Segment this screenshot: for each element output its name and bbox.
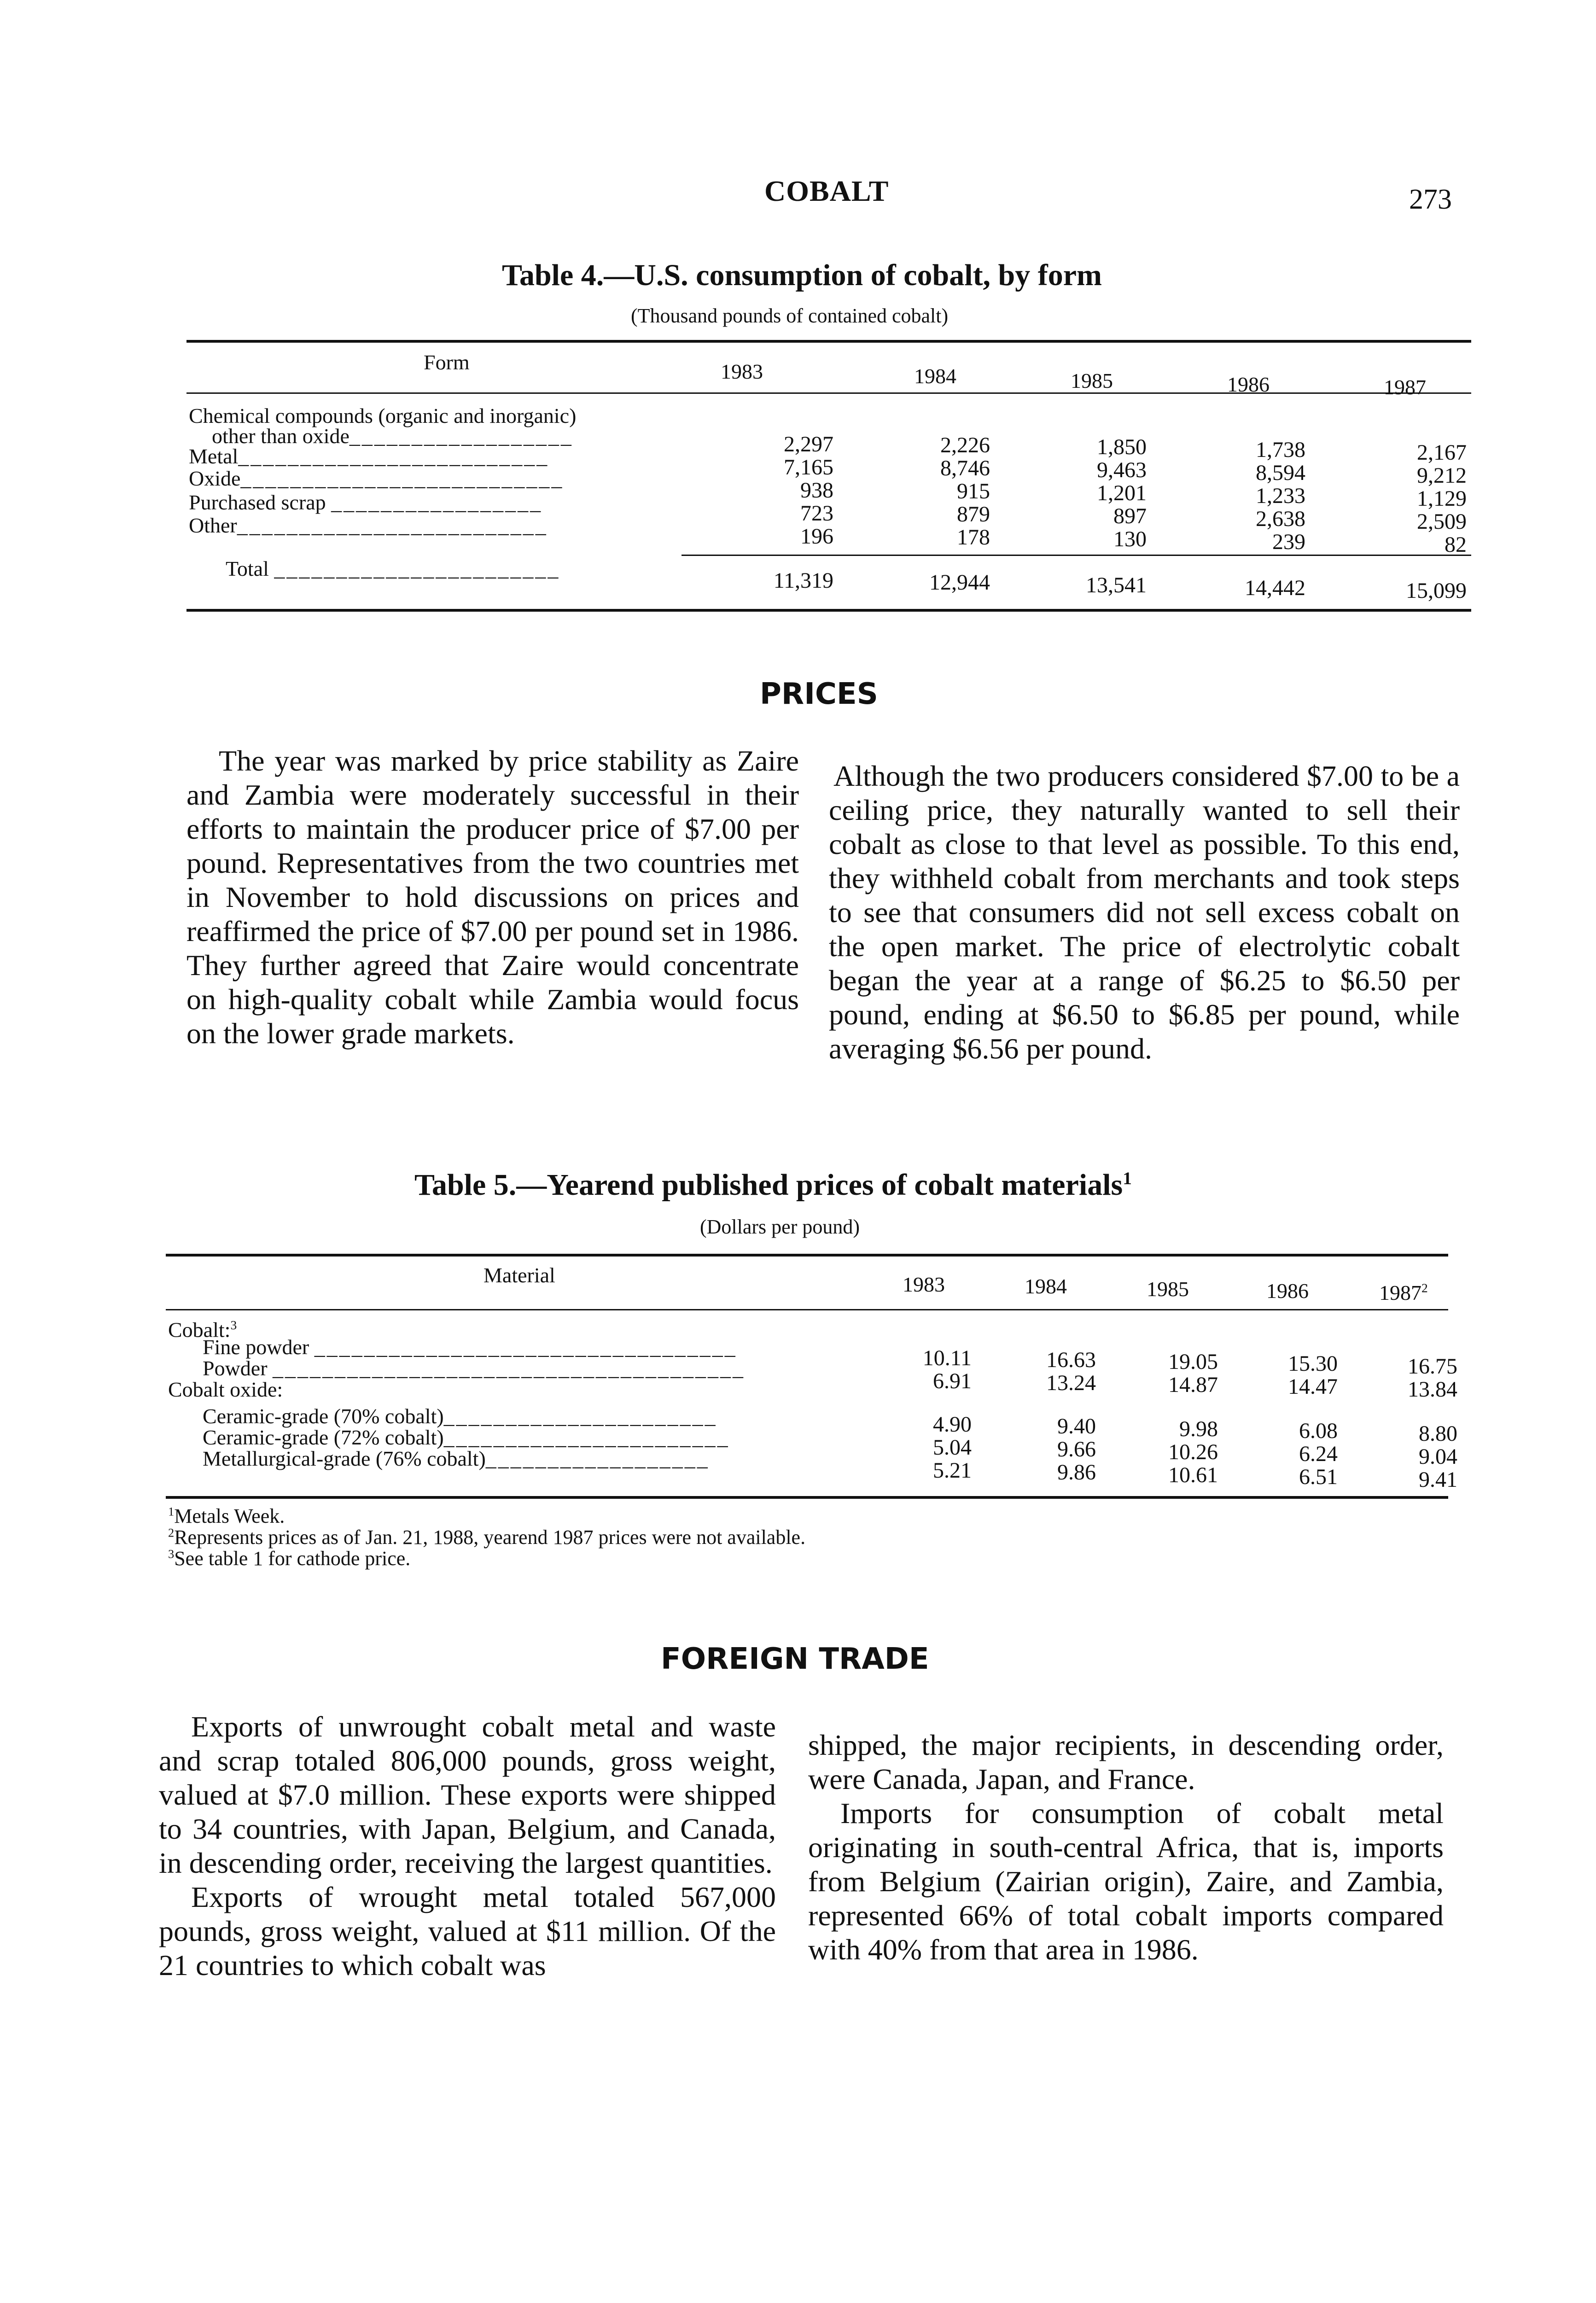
table4-total-cell: 13,541 — [1086, 573, 1147, 597]
table4-cell: 938 — [800, 478, 833, 503]
prices-paragraph-right: Although the two producers considered $7.00 to be a ceiling price, they naturally wanted to sell their cobalt as close to that level as possible. To this end, they withheld cobalt from merchants and took steps to see that consumers did not sell excess cobalt on the open market. The price of electrolytic cobalt began the year at a range of $6.25 to $6.50 per pound, ending at $6.50 to $6.85 per pound, while averaging $6.56 per pound. — [829, 760, 1460, 1065]
table4-year-header: 1987 — [1384, 375, 1426, 399]
table4-column-1987 — [1347, 441, 1467, 556]
table5-cell: 10.61 — [1168, 1463, 1218, 1487]
table4-cell: 2,167 — [1417, 440, 1467, 465]
table5-cell: 6.91 — [933, 1369, 972, 1393]
table4-cell: 1,201 — [1097, 481, 1147, 505]
table5-cell: 14.87 — [1168, 1373, 1218, 1397]
table5-cell: 6.08 — [1299, 1419, 1338, 1443]
table5-subtitle: (Dollars per pound) — [700, 1216, 860, 1238]
table4-cell: 196 — [800, 524, 833, 549]
table5-row-label: Ceramic-grade (72% cobalt)_______________________ — [203, 1426, 730, 1449]
table4-subtitle: (Thousand pounds of contained cobalt) — [631, 304, 949, 327]
table5-year-header: 1985 — [1147, 1277, 1189, 1301]
table4-cell: 2,226 — [940, 433, 990, 457]
table4-row-label: other than oxide__________________ — [212, 424, 573, 448]
table4-column-1983 — [714, 433, 833, 548]
table5-cell: 13.84 — [1408, 1377, 1457, 1402]
table4-total-cell: 11,319 — [773, 568, 833, 593]
table4-row-label: Other_________________________ — [189, 514, 548, 537]
table5-column-1983-oxide — [852, 1413, 972, 1482]
table4-cell: 239 — [1272, 530, 1305, 554]
page-number: 273 — [1409, 184, 1452, 215]
table5-row-label: Ceramic-grade (70% cobalt)______________________ — [203, 1404, 717, 1428]
table5-row-label: Metallurgical-grade (76% cobalt)__________________ — [203, 1447, 710, 1470]
foreign-trade-right-column — [808, 1728, 1444, 1967]
table5-top-rule — [166, 1254, 1448, 1257]
foreign-trade-paragraph: Exports of unwrought cobalt metal and waste and scrap totaled 806,000 pounds, gross weight, valued at $7.0 million. These exports were shipped to 34 countries, with Japan, Belgium, and Canada, in descending order, receiving the largest quantities. — [159, 1710, 776, 1879]
table4-row-label: Metal_________________________ — [189, 444, 549, 468]
table5-cell: 9.86 — [1057, 1460, 1096, 1485]
table5-cell: 5.04 — [933, 1435, 972, 1460]
table5-cell: 16.63 — [1046, 1348, 1096, 1372]
table4-cell: 178 — [957, 525, 990, 549]
table4-row-label: Purchased scrap _________________ — [189, 491, 543, 514]
table5-column-1985-oxide — [1098, 1418, 1218, 1487]
table5-column-1984-oxide — [976, 1415, 1096, 1484]
foreign-trade-left-column — [159, 1710, 776, 1982]
table4-year-header: 1986 — [1227, 373, 1270, 396]
table5-column-1986-oxide — [1218, 1420, 1338, 1489]
table4-cell: 879 — [957, 502, 990, 526]
table4-bottom-rule — [186, 609, 1471, 612]
foreign-trade-paragraph: Imports for consumption of cobalt metal originating in south-central Africa, that is, imports from Belgium (Zairian origin), Zaire, and Zambia, represented 66% of total cobalt imports compared with 40% from that area in 1986. — [808, 1797, 1444, 1966]
table4-cell: 8,746 — [940, 456, 990, 480]
table5-header-rule — [166, 1309, 1448, 1310]
table5-cell: 9.41 — [1419, 1467, 1457, 1492]
table5-footnote: $^1$Metals Week. — [168, 1504, 285, 1527]
table5-cell: 19.05 — [1168, 1350, 1218, 1374]
table5-column-1984-cobalt — [976, 1349, 1096, 1395]
foreign-trade-heading: FOREIGN TRADE — [661, 1642, 929, 1676]
table4-cell: 130 — [1113, 527, 1147, 551]
table5-cell: 9.98 — [1179, 1417, 1218, 1441]
table5-year-header: 1986 — [1266, 1279, 1309, 1303]
table5-column-1983-cobalt — [852, 1347, 972, 1393]
table4-top-rule — [186, 340, 1471, 343]
table5-group-label: Cobalt:$^3$ — [168, 1318, 237, 1342]
table4-cell: 2,638 — [1256, 507, 1305, 531]
table4-row-label: Chemical compounds (organic and inorganic) — [189, 404, 577, 427]
foreign-trade-paragraph: shipped, the major recipients, in descending order, were Canada, Japan, and France. — [808, 1729, 1444, 1795]
table4-cell: 9,212 — [1417, 463, 1467, 488]
table5-column-1986-cobalt — [1218, 1352, 1338, 1398]
table4-cell: 9,463 — [1097, 458, 1147, 482]
table5-cell: 9.04 — [1419, 1444, 1457, 1469]
table4-cell: 2,297 — [784, 432, 833, 456]
table4-total-label: Total _______________________ — [226, 557, 560, 580]
table4-column-1984 — [870, 434, 990, 549]
table5-footnote: $^3$See table 1 for cathode price. — [168, 1547, 411, 1570]
table4-header-rule — [186, 392, 1471, 394]
table4-year-header: 1985 — [1071, 369, 1113, 392]
table5-cell: 10.11 — [922, 1346, 972, 1370]
table5-cell: 16.75 — [1408, 1354, 1457, 1379]
table4-cell: 915 — [957, 479, 990, 503]
table5-footnote: $^2$Represents prices as of Jan. 21, 1988, yearend 1987 prices were not available. — [168, 1526, 806, 1549]
table5-cell: 8.80 — [1419, 1421, 1457, 1446]
table4-cell: 1,233 — [1256, 484, 1305, 508]
table4-total-rule — [682, 555, 1471, 556]
table4-total-cell: 12,944 — [929, 570, 990, 595]
table5-cell: 5.21 — [933, 1458, 972, 1483]
table4-cell: 1,129 — [1417, 486, 1467, 511]
table4-total-cell: 14,442 — [1245, 576, 1305, 600]
table5-cell: 9.66 — [1057, 1437, 1096, 1461]
table4-cell: 82 — [1445, 532, 1467, 557]
table4-column-1986 — [1186, 438, 1305, 554]
table5-group-label: Cobalt oxide: — [168, 1378, 283, 1401]
table4-stub-header: Form — [424, 351, 470, 374]
table5-cell: 6.51 — [1299, 1465, 1338, 1489]
table5-title: Table 5.—Yearend published prices of cobalt materials$^1$ — [414, 1168, 1132, 1202]
table4-column-1985 — [1027, 436, 1147, 551]
table5-year-header: 1983 — [903, 1273, 945, 1296]
running-title: COBALT — [764, 175, 889, 207]
table4-cell: 8,594 — [1256, 461, 1305, 485]
prices-paragraph-left: The year was marked by price stability as Zaire and Zambia were moderately successful in their efforts to maintain the producer price of $7.00 per pound. Representatives from the two countries met in November to hold discussions on prices and reaffirmed the price of $7.00 per pound set in 1986. They further agreed that Zaire would concentrate on high-quality cobalt while Zambia would focus on the lower grade markets. — [186, 744, 799, 1050]
table5-cell: 4.90 — [933, 1412, 972, 1437]
table4-year-header: 1984 — [914, 364, 956, 388]
table5-cell: 14.47 — [1288, 1374, 1338, 1399]
table5-cell: 10.26 — [1168, 1440, 1218, 1464]
table4-year-header: 1983 — [721, 360, 763, 383]
table5-stub-header: Material — [483, 1263, 555, 1287]
table5-row-label: Powder ______________________________________ — [203, 1356, 746, 1380]
table5-column-1987-oxide — [1338, 1422, 1457, 1491]
table5-column-1985-cobalt — [1098, 1350, 1218, 1397]
table4-cell: 2,509 — [1417, 509, 1467, 534]
table5-cell: 9.40 — [1057, 1414, 1096, 1438]
prices-heading: PRICES — [760, 677, 878, 711]
table5-year-header: 1987$^2$ — [1379, 1280, 1428, 1304]
table4-cell: 897 — [1113, 504, 1147, 528]
table5-cell: 15.30 — [1288, 1351, 1338, 1376]
table5-row-label: Fine powder __________________________________ — [203, 1335, 737, 1359]
table4-row-label: Oxide__________________________ — [189, 467, 564, 490]
table4-cell: 7,165 — [784, 455, 833, 479]
table4-title: Table 4.—U.S. consumption of cobalt, by form — [502, 258, 1102, 292]
foreign-trade-paragraph: Exports of wrought metal totaled 567,000 pounds, gross weight, valued at $11 million. Of the 21 countries to which cobalt was — [159, 1881, 776, 1982]
table5-year-header: 1984 — [1025, 1274, 1067, 1298]
table4-cell: 1,850 — [1097, 435, 1147, 459]
table5-cell: 6.24 — [1299, 1442, 1338, 1466]
table4-cell: 1,738 — [1256, 438, 1305, 462]
table4-total-cell: 15,099 — [1406, 579, 1467, 603]
table5-bottom-rule — [166, 1496, 1448, 1499]
table5-cell: 13.24 — [1046, 1371, 1096, 1395]
table4-cell: 723 — [800, 501, 833, 526]
table5-column-1987-cobalt — [1338, 1355, 1457, 1401]
